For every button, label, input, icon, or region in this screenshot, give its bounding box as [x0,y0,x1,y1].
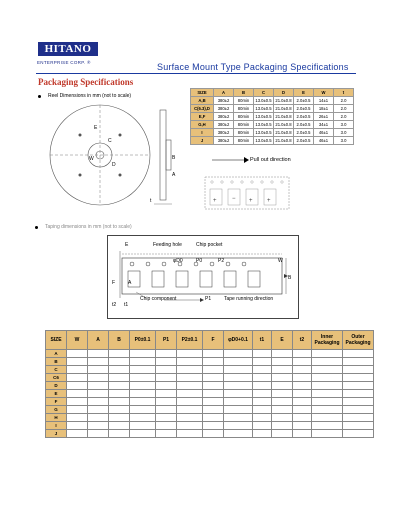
table-header-cell: P0±0.1 [130,331,156,350]
table-header-row [191,89,354,97]
table-cell: 80min [234,129,254,137]
table-header-cell: C [254,89,274,97]
table-cell [293,358,312,366]
table-cell [88,422,109,430]
table-cell: J [191,137,214,145]
table-row [191,97,354,105]
table-cell [272,350,293,358]
table-cell [177,358,203,366]
table-cell: D [46,382,67,390]
table-header-cell: F [203,331,224,350]
table-cell [312,358,343,366]
table-cell [177,374,203,382]
table-cell [224,350,253,358]
table-cell [272,374,293,382]
table-cell: I [46,422,67,430]
table-cell: H [46,414,67,422]
table-cell [272,430,293,438]
table-cell: 380±2 [214,121,234,129]
table-cell [203,414,224,422]
company-logo-subtext: ENTERPRISE CORP. ® [37,60,91,65]
table-cell: 2.0 [334,113,354,121]
table-cell [343,358,374,366]
table-cell [156,382,177,390]
table-cell: F [46,398,67,406]
table-cell [67,430,88,438]
d0-label: φD0 [173,258,183,264]
table-cell [293,430,312,438]
table-cell [109,422,130,430]
table-cell [312,414,343,422]
table-cell [203,406,224,414]
tape-strip-drawing [204,176,290,210]
p2-label: P2 [218,258,225,264]
table-cell [343,414,374,422]
table-cell [253,350,272,358]
table-cell [203,358,224,366]
table-cell [177,382,203,390]
table-cell: C(6.3),D [191,105,214,113]
reel-label-c: C [108,138,112,144]
table-cell [343,422,374,430]
table-cell [253,414,272,422]
table-cell: A [46,350,67,358]
table-row [191,121,354,129]
table-cell: G,H [191,121,214,129]
reel-size-table [190,88,354,145]
table-cell [343,374,374,382]
table-cell [343,366,374,374]
table-cell: 18±1 [314,105,334,113]
table-cell [109,398,130,406]
table-header-cell: E [294,89,314,97]
table-cell [130,406,156,414]
table-cell [67,382,88,390]
table-cell [203,398,224,406]
pull-out-label: Pull out direction [250,157,291,163]
table-row [46,374,374,382]
table-cell [109,350,130,358]
table-row [191,137,354,145]
table-cell [312,350,343,358]
table-cell: 34±1 [314,121,334,129]
table-cell [130,374,156,382]
table-cell: 13.0±0.5 [255,138,272,143]
table-cell [253,366,272,374]
table-cell [130,382,156,390]
pull-arrow-icon [210,156,250,164]
taping-dimensions-label: Taping dimensions in mm (not to scale) [45,224,132,230]
table-header-cell: t [334,89,354,97]
t1-label: t1 [124,302,129,308]
table-header-cell: A [214,89,234,97]
chip-pocket-label: Chip pocket [196,242,223,248]
table-cell [203,422,224,430]
table-cell [109,390,130,398]
table-cell [312,430,343,438]
document-title: Surface Mount Type Packaging Specifications [157,62,349,72]
table-cell [156,390,177,398]
table-cell [253,382,272,390]
table-cell: 46±1 [314,129,334,137]
table-cell [109,358,130,366]
bullet-dot [35,226,38,229]
table-cell [293,414,312,422]
table-cell [67,414,88,422]
table-cell [109,382,130,390]
table-cell [272,366,293,374]
p1-label: P1 [205,296,212,302]
a-label: A [128,280,132,286]
table-cell: 80min [234,113,254,121]
table-cell: 21.0±0.8 [275,106,292,111]
table-cell: E,F [191,113,214,121]
table-cell: 46±1 [314,137,334,145]
reel-label-a: A [172,172,176,178]
table-cell [88,398,109,406]
table-cell [88,382,109,390]
table-header-cell: B [109,331,130,350]
reel-label-w: W [89,156,94,162]
table-row [191,113,354,121]
table-cell [156,406,177,414]
table-cell: 80min [234,97,254,105]
p0-label: P0 [196,258,203,264]
table-cell [293,374,312,382]
table-cell: 80min [234,121,254,129]
table-cell [177,390,203,398]
table-cell [130,430,156,438]
table-cell [272,414,293,422]
table-cell [130,422,156,430]
table-header-cell: E [272,331,293,350]
table-cell: 13.0±0.5 [255,122,272,127]
table-cell [343,350,374,358]
table-cell [253,358,272,366]
svg-text:+: + [213,198,217,204]
table-cell [88,390,109,398]
table-cell [109,414,130,422]
table-cell [88,430,109,438]
table-header-cell: A [88,331,109,350]
table-cell [224,422,253,430]
table-cell: 13.0±0.5 [255,130,272,135]
table-cell [272,358,293,366]
table-cell [156,374,177,382]
table-cell: 21.0±0.8 [275,122,292,127]
table-cell [67,398,88,406]
table-cell: 13.0±0.5 [255,106,272,111]
table-row [46,366,374,374]
table-cell [253,422,272,430]
table-cell [88,406,109,414]
table-row [46,422,374,430]
table-cell [109,406,130,414]
e-label: E [125,242,129,248]
table-cell [177,430,203,438]
table-cell [293,406,312,414]
table-cell [130,350,156,358]
table-cell [177,414,203,422]
table-cell [109,374,130,382]
table-cell [67,390,88,398]
table-cell: J [46,430,67,438]
table-cell [88,358,109,366]
table-cell [109,366,130,374]
table-header-cell: W [314,89,334,97]
table-cell: 14±1 [314,97,334,105]
table-cell [203,350,224,358]
table-cell: 13.0±0.5 [255,114,272,119]
table-cell [253,398,272,406]
table-cell [343,390,374,398]
table-cell: 2.0±0.5 [294,97,314,105]
svg-text:−: − [232,196,236,202]
table-cell [253,390,272,398]
table-cell: 380±2 [214,137,234,145]
table-header-cell: P2±0.1 [177,331,203,350]
table-cell [312,398,343,406]
table-cell: 3.0 [334,129,354,137]
table-cell [224,382,253,390]
table-cell [67,350,88,358]
table-cell [293,390,312,398]
table-cell [109,430,130,438]
table-cell [156,422,177,430]
table-cell [224,406,253,414]
table-cell: 80min [234,137,254,145]
reel-label-t: t [150,198,152,204]
table-header-cell: SIZE [46,331,67,350]
f-label: F [112,280,116,286]
table-cell: 21.0±0.8 [275,98,292,103]
company-logo: HITANO [38,42,98,56]
table-cell [293,382,312,390]
tape-dimension-table [45,330,374,438]
table-cell: 80min [234,105,254,113]
table-cell [67,358,88,366]
table-cell: 2.0±0.5 [294,105,314,113]
table-row [46,430,374,438]
table-row [46,414,374,422]
table-cell [272,382,293,390]
table-cell [88,414,109,422]
table-cell [224,374,253,382]
table-header-cell: SIZE [191,89,214,97]
table-cell [88,366,109,374]
table-cell [88,350,109,358]
bullet-dot [38,95,41,98]
chip-component-label: Chip component [140,296,177,302]
table-cell [177,398,203,406]
table-cell [67,406,88,414]
table-cell [130,398,156,406]
table-cell [312,374,343,382]
table-cell [343,398,374,406]
table-row [46,406,374,414]
table-row [191,129,354,137]
table-cell: 26±1 [314,113,334,121]
table-cell [130,390,156,398]
reel-label-e: E [94,125,98,131]
b-label: B [288,275,292,281]
table-cell: G [46,406,67,414]
table-cell [224,414,253,422]
table-cell: 380±2 [214,129,234,137]
table-cell [156,350,177,358]
table-cell [177,366,203,374]
reel-label-b: B [172,155,176,161]
table-header-cell: Outer Packaging [343,331,374,350]
table-cell [203,382,224,390]
table-cell [343,406,374,414]
table-row [46,350,374,358]
table-cell [293,398,312,406]
reel-dimensions-label: Reel Dimensions in mm (not to scale) [48,93,132,99]
table-cell: 21.0±0.8 [275,138,292,143]
table-header-cell: t2 [293,331,312,350]
table-cell [272,406,293,414]
table-cell [253,430,272,438]
table-cell: 380±2 [214,97,234,105]
table-cell: E [46,390,67,398]
table-row [46,398,374,406]
svg-text:+: + [267,198,271,204]
table-header-cell: t1 [253,331,272,350]
table-cell [343,382,374,390]
table-cell [312,382,343,390]
table-cell: 2.0±0.5 [294,121,314,129]
table-cell [272,398,293,406]
table-cell [156,430,177,438]
table-cell [156,414,177,422]
table-cell: 2.0±0.5 [294,129,314,137]
table-cell [224,398,253,406]
feeding-hole-label: Feeding hole [153,242,182,248]
table-row [191,105,354,113]
table-cell [312,406,343,414]
table-cell [224,358,253,366]
table-cell [130,358,156,366]
table-cell [156,366,177,374]
table-cell [293,350,312,358]
table-cell [312,390,343,398]
table-cell [312,422,343,430]
table-cell [130,414,156,422]
section-heading: Packaging Specifications [38,77,134,87]
reel-label-d: D [112,162,116,168]
table-cell [203,374,224,382]
table-cell [88,374,109,382]
table-row [46,382,374,390]
table-cell [156,358,177,366]
table-cell [177,422,203,430]
table-cell: I [191,129,214,137]
table-cell: C6 [46,374,67,382]
table-header-cell: W [67,331,88,350]
table-header-cell: Inner Packaging [312,331,343,350]
table-cell [67,422,88,430]
table-header-cell: P1 [156,331,177,350]
table-cell [312,366,343,374]
table-cell [177,350,203,358]
tape-diagram [108,236,296,316]
table-cell [203,430,224,438]
table-header-cell: B [234,89,254,97]
table-header-cell: φD0+0.1 [224,331,253,350]
table-cell [67,366,88,374]
table-cell: B [46,358,67,366]
table-row [46,390,374,398]
table-cell: 21.0±0.8 [275,130,292,135]
table-cell [224,430,253,438]
table-cell: 2.0±0.5 [294,137,314,145]
table-cell [177,406,203,414]
table-cell: 380±2 [214,113,234,121]
table-cell [272,422,293,430]
table-cell [203,366,224,374]
table-cell: 2.0 [334,97,354,105]
table-cell [253,406,272,414]
table-cell: 3.0 [334,121,354,129]
table-cell [224,390,253,398]
tape-direction-label: Tape running direction [224,296,274,302]
table-cell [293,366,312,374]
table-cell [67,374,88,382]
table-cell: 13.0±0.5 [255,98,272,103]
table-cell [130,366,156,374]
header-rule [36,73,356,74]
table-cell [272,390,293,398]
w-label: W [278,258,283,264]
table-cell: 380±2 [214,105,234,113]
table-cell: 21.0±0.8 [275,114,292,119]
table-cell: 2.0 [334,105,354,113]
table-cell [293,422,312,430]
table-header-cell: D [274,89,294,97]
table-cell [343,430,374,438]
table-cell: 3.0 [334,137,354,145]
table-cell [253,374,272,382]
reel-drawing [40,100,180,210]
table-cell [224,366,253,374]
table-cell [156,398,177,406]
table-cell: 2.0±0.5 [294,113,314,121]
table-cell: C [46,366,67,374]
t2-label: t2 [112,302,117,308]
table-row [46,358,374,366]
svg-text:+: + [249,198,253,204]
table-cell: A,B [191,97,214,105]
table-header-row [46,331,374,350]
table-cell [203,390,224,398]
